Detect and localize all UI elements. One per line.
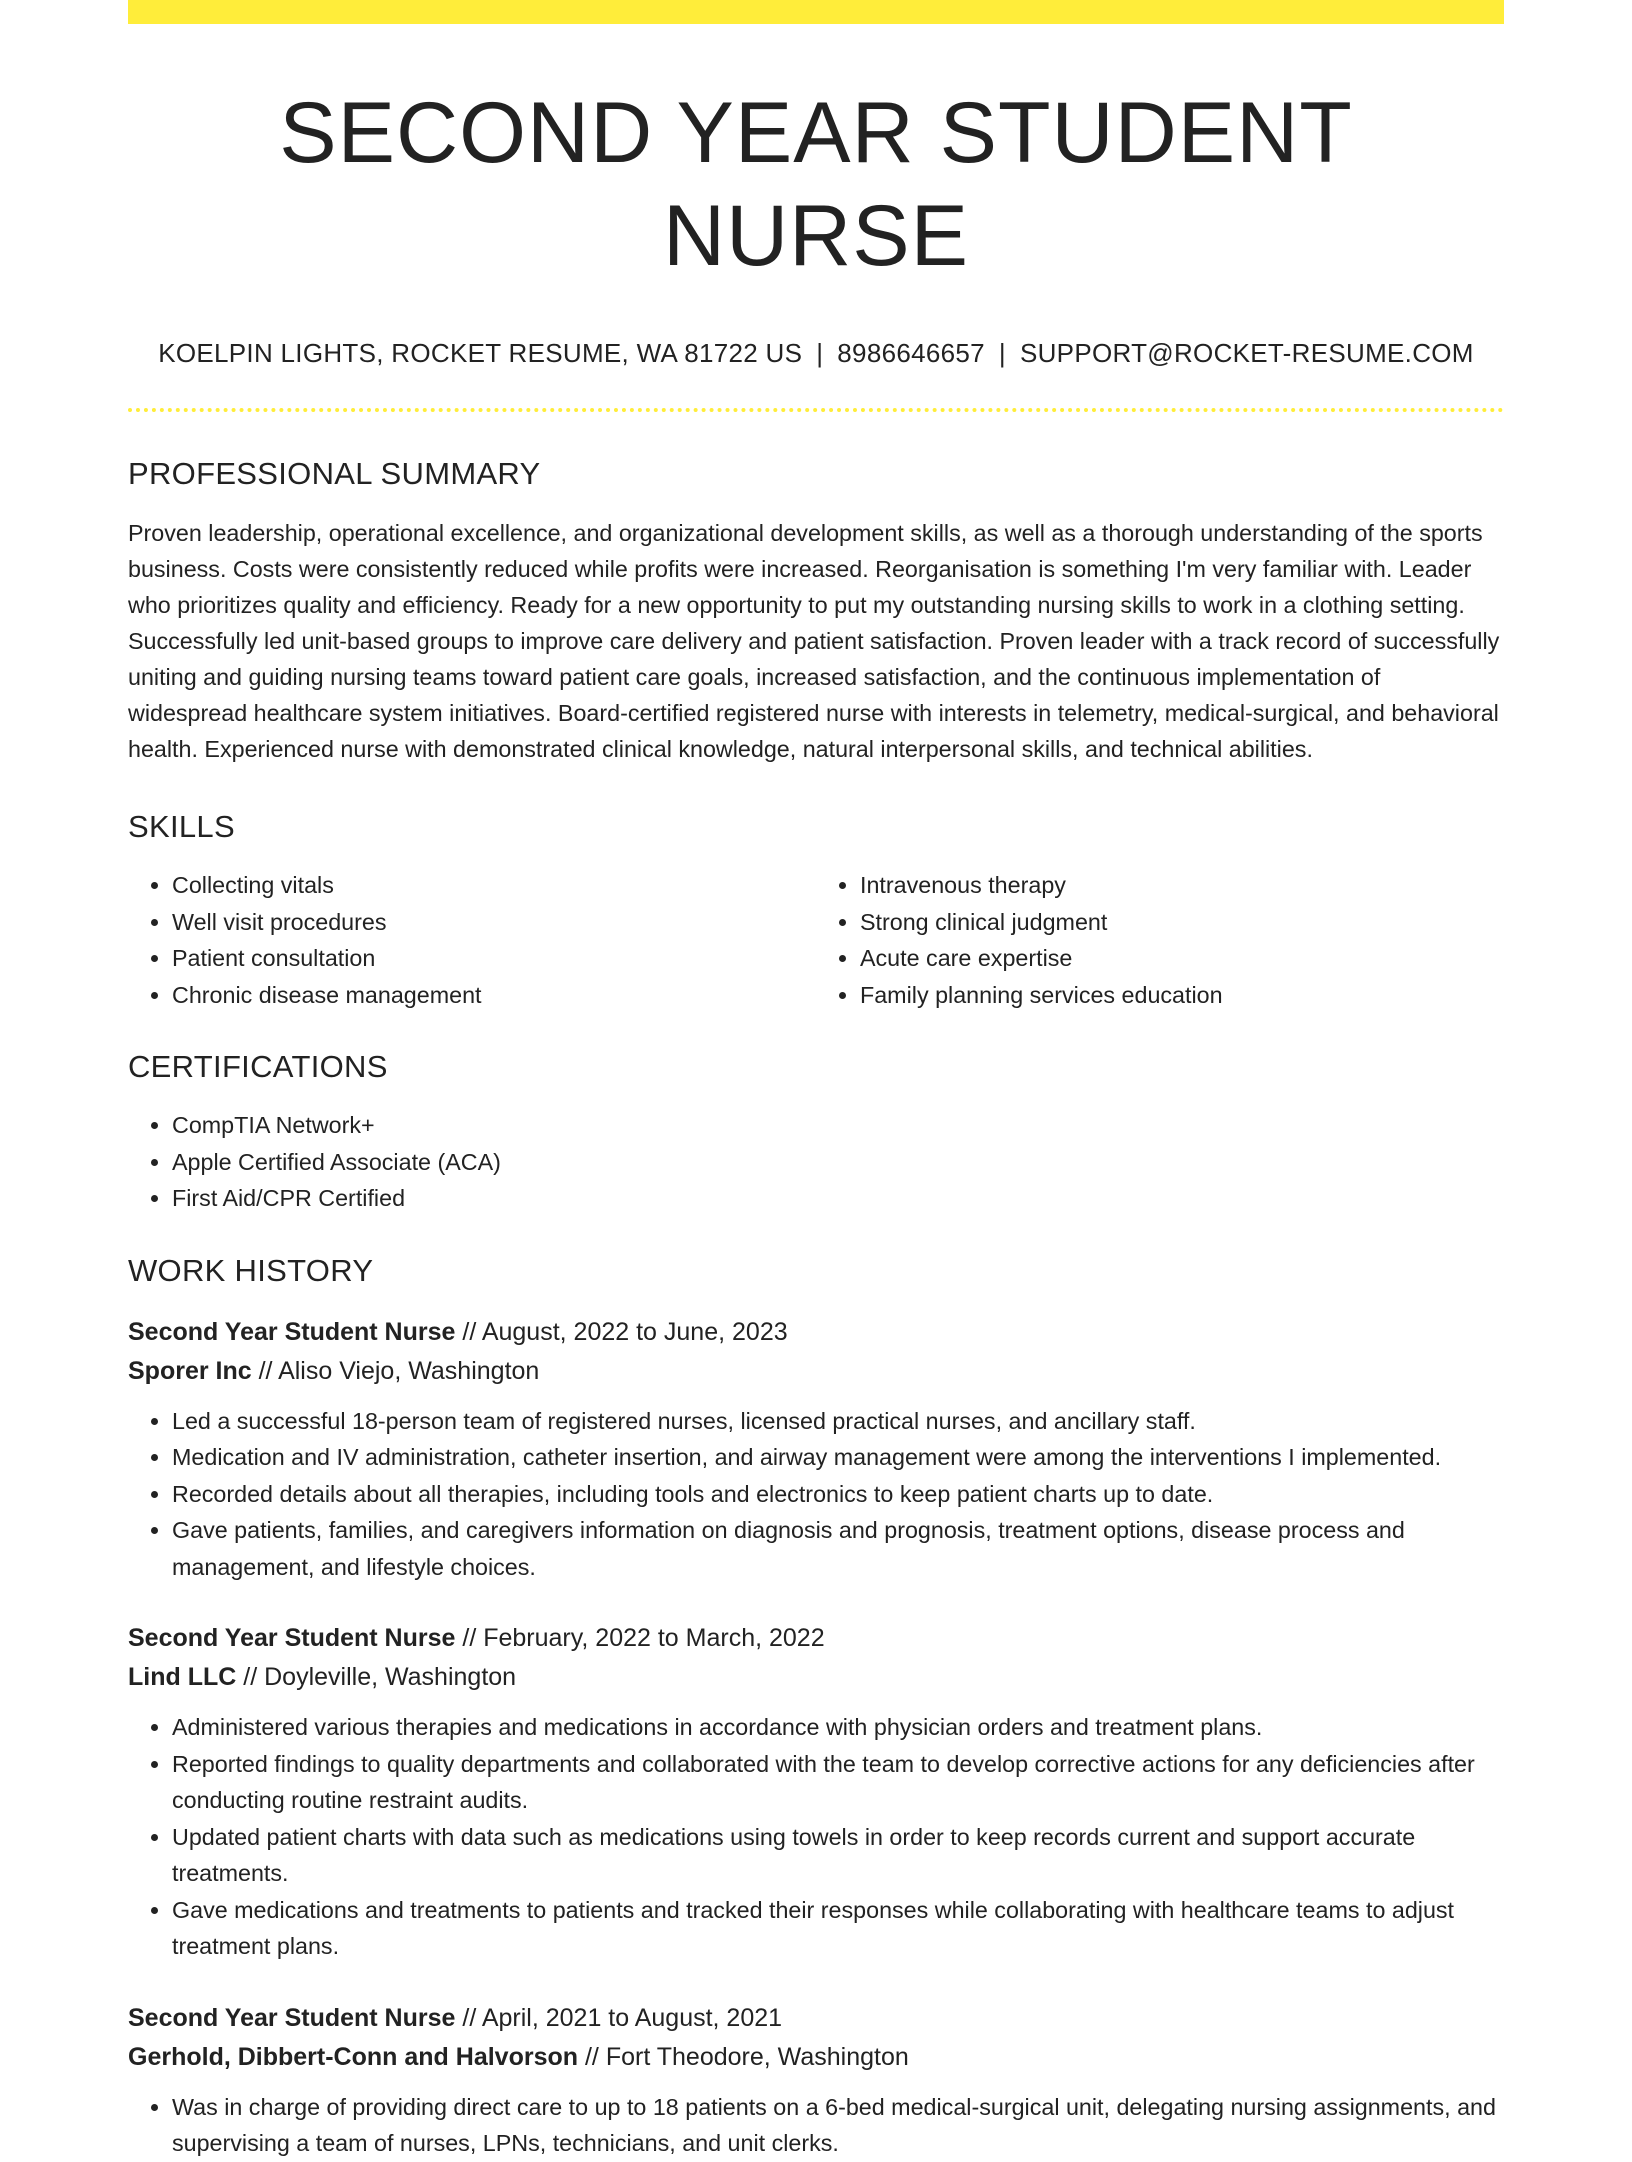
job-location: Doyleville, Washington bbox=[264, 1663, 517, 1692]
skills-columns bbox=[128, 867, 1504, 1013]
top-accent-bar bbox=[128, 0, 1504, 24]
job-bullet-list bbox=[128, 2089, 1504, 2162]
job-entry bbox=[128, 1999, 1504, 2162]
skill-item: • Intravenous therapy bbox=[860, 867, 1504, 904]
job-bullet-list bbox=[128, 1709, 1504, 1965]
job-dates: April, 2021 to August, 2021 bbox=[481, 2003, 783, 2032]
job-role: Second Year Student Nurse bbox=[128, 1317, 456, 1346]
skill-item: • Strong clinical judgment bbox=[860, 904, 1504, 941]
certification-item: • Apple Certified Associate (ACA) bbox=[172, 1144, 1504, 1181]
job-dates: August, 2022 to June, 2023 bbox=[481, 1317, 788, 1346]
job-bullet: • Gave medications and treatments to patients and tracked their responses while collaborating with healthcare teams to adjust treatment plans. bbox=[172, 1892, 1504, 1965]
certification-item: • First Aid/CPR Certified bbox=[172, 1180, 1504, 1217]
summary-text: Proven leadership, operational excellence, and organizational development skills, as well as a thorough understanding of the sports business. Costs were consistently reduced while profits were increased. Reorganisation is something I'm very familiar with. Leader who prioritizes quality and efficiency. Ready for a new opportunity to put my outstanding nursing skills to work in a clothing setting. Successfully led unit-based groups to improve care delivery and patient satisfaction. Proven leader with a track record of successfully uniting and guiding nursing teams toward patient care goals, increased satisfaction, and the continuous implementation of widespread healthcare system initiatives. Board-certified registered nurse with interests in telemetry, medical-surgical, and behavioral health. Experienced nurse with demonstrated clinical knowledge, natural interpersonal skills, and technical abilities. bbox=[128, 520, 1500, 763]
job-company-line bbox=[128, 2038, 1504, 2077]
contact-email: SUPPORT@ROCKET-RESUME.COM bbox=[1019, 338, 1474, 369]
job-bullet: • Recorded details about all therapies, including tools and electronics to keep patient charts up to date. bbox=[172, 1476, 1504, 1513]
job-divider: // bbox=[578, 2042, 606, 2071]
job-bullet-list bbox=[128, 1403, 1504, 1586]
contact-line bbox=[128, 338, 1504, 369]
job-location: Aliso Viejo, Washington bbox=[278, 1356, 540, 1385]
job-company-line bbox=[128, 1658, 1504, 1697]
job-divider: // bbox=[455, 1317, 482, 1346]
contact-separator: | bbox=[998, 338, 1006, 369]
job-bullet: • Medication and IV administration, catheter insertion, and airway management were among the interventions I implemented. bbox=[172, 1439, 1504, 1476]
job-company: Sporer Inc bbox=[128, 1356, 252, 1385]
job-entry bbox=[128, 1619, 1504, 1965]
summary-heading: PROFESSIONAL SUMMARY bbox=[128, 456, 541, 492]
work-history-heading: WORK HISTORY bbox=[128, 1252, 374, 1288]
skill-item: • Family planning services education bbox=[860, 977, 1504, 1014]
job-location: Fort Theodore, Washington bbox=[605, 2042, 909, 2071]
job-bullet: • Gave patients, families, and caregivers information on diagnosis and prognosis, treatment options, disease process and management, and lifestyle choices. bbox=[172, 1512, 1504, 1585]
job-bullet: • Reported findings to quality departments and collaborated with the team to develop corrective actions for any deficiencies after conducting routine restraint audits. bbox=[172, 1746, 1504, 1819]
contact-separator: | bbox=[816, 338, 824, 369]
job-divider: // bbox=[236, 1663, 265, 1692]
job-divider: // bbox=[251, 1356, 279, 1385]
resume-page bbox=[128, 0, 1504, 2157]
skill-item: • Well visit procedures bbox=[172, 904, 816, 941]
candidate-title: SECOND YEAR STUDENT NURSE bbox=[279, 85, 1353, 285]
certification-item: • CompTIA Network+ bbox=[172, 1107, 1504, 1144]
skill-item: • Collecting vitals bbox=[172, 867, 816, 904]
skills-left-list bbox=[128, 867, 816, 1013]
job-divider: // bbox=[455, 1624, 484, 1653]
job-divider: // bbox=[455, 2003, 482, 2032]
job-role-line bbox=[128, 1313, 1504, 1352]
job-company-line bbox=[128, 1352, 1504, 1391]
job-role: Second Year Student Nurse bbox=[128, 1624, 456, 1653]
skills-right-list bbox=[816, 867, 1504, 1013]
job-bullet: • Updated patient charts with data such as medications using towels in order to keep records current and support accurate treatments. bbox=[172, 1819, 1504, 1892]
job-role: Second Year Student Nurse bbox=[128, 2003, 456, 2032]
job-dates: February, 2022 to March, 2022 bbox=[483, 1624, 825, 1653]
job-company: Lind LLC bbox=[128, 1663, 237, 1692]
dotted-divider bbox=[128, 408, 1504, 412]
certifications-list bbox=[128, 1107, 1504, 1217]
job-role-line bbox=[128, 1619, 1504, 1658]
skill-item: • Chronic disease management bbox=[172, 977, 816, 1014]
job-bullet: • Was in charge of providing direct care to up to 18 patients on a 6-bed medical-surgical unit, delegating nursing assignments, and supervising a team of nurses, LPNs, technicians, and unit clerks. bbox=[172, 2089, 1504, 2162]
job-role-line bbox=[128, 1999, 1504, 2038]
job-bullet: • Led a successful 18-person team of registered nurses, licensed practical nurses, and ancillary staff. bbox=[172, 1403, 1504, 1440]
certifications-heading: CERTIFICATIONS bbox=[128, 1049, 388, 1085]
skills-heading: SKILLS bbox=[128, 809, 235, 845]
skill-item: • Acute care expertise bbox=[860, 940, 1504, 977]
job-entry bbox=[128, 1313, 1504, 1586]
contact-address: KOELPIN LIGHTS, ROCKET RESUME, WA 81722 US bbox=[158, 338, 803, 369]
skill-item: • Patient consultation bbox=[172, 940, 816, 977]
job-bullet: • Administered various therapies and medications in accordance with physician orders and treatment plans. bbox=[172, 1709, 1504, 1746]
job-company: Gerhold, Dibbert-Conn and Halvorson bbox=[128, 2042, 579, 2071]
contact-phone: 8986646657 bbox=[837, 338, 985, 369]
